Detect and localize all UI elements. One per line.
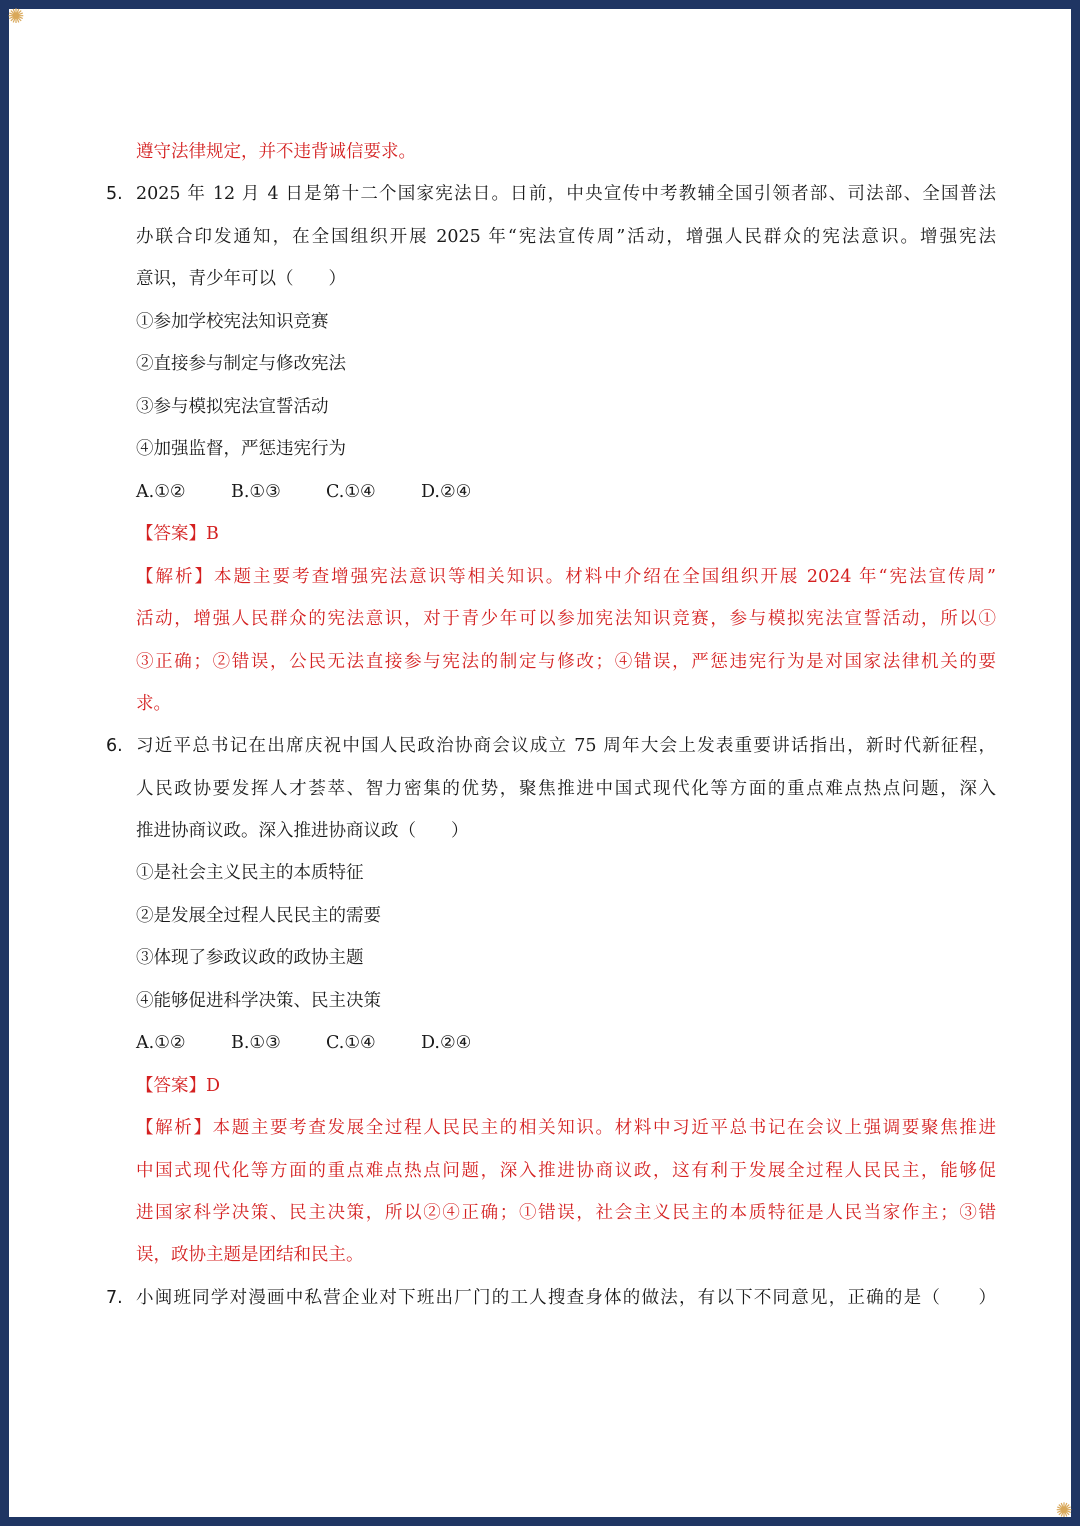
option-d: D.②④ [421,482,472,502]
option-d: D.②④ [421,1033,472,1053]
question-stem-line: 人民政协要发挥人才荟萃、智力密集的优势，聚焦推进中国式现代化等方面的重点难点热点问题，深入 [136,779,996,799]
option-b: B.①③ [231,1033,281,1053]
answer: 【答案】D [136,1076,221,1096]
statement: ①是社会主义民主的本质特征 [136,863,364,883]
analysis-line: 误，政协主题是团结和民主。 [136,1245,364,1265]
options [136,1031,996,1055]
option-a: A.①② [136,1033,186,1053]
question-stem-line: 办联合印发通知，在全国组织开展 2025 年“宪法宣传周”活动，增强人民群众的宪法意识。增强宪法 [136,227,996,247]
statement: ④能够促进科学决策、民主决策 [136,991,381,1011]
ornament-icon: ✺ [1055,1498,1073,1522]
prev-analysis-tail: 遵守法律规定，并不违背诚信要求。 [136,142,416,162]
option-b: B.①③ [231,482,281,502]
options [136,480,996,504]
option-c: C.①④ [326,482,376,502]
statement: ②是发展全过程人民民主的需要 [136,906,381,926]
answer: 【答案】B [136,524,219,544]
analysis-line: 活动，增强人民群众的宪法意识，对于青少年可以参加宪法知识竞赛，参与模拟宪法宣誓活动，所以① [136,609,996,629]
analysis-line: 中国式现代化等方面的重点难点热点问题，深入推进协商议政，这有利于发展全过程人民民主，能够促 [136,1161,996,1181]
question-stem-line: 2025 年 12 月 4 日是第十二个国家宪法日。日前，中央宣传中考教辅全国引领者部、司法部、全国普法 [136,184,996,204]
statement: ③体现了参政议政的政协主题 [136,948,364,968]
statement: ③参与模拟宪法宣誓活动 [136,397,329,417]
question-number: 6. [106,736,123,756]
statement: ②直接参与制定与修改宪法 [136,354,346,374]
question-number: 7. [106,1288,123,1308]
analysis-line: 求。 [136,694,171,714]
question-number: 5. [106,184,123,204]
option-a: A.①② [136,482,186,502]
question-stem-line: 意识，青少年可以（ ） [136,269,346,289]
option-c: C.①④ [326,1033,376,1053]
page [7,4,1073,1522]
statement: ①参加学校宪法知识竞赛 [136,312,329,332]
analysis-line: 【解析】本题主要考查发展全过程人民民主的相关知识。材料中习近平总书记在会议上强调要聚焦推进 [136,1118,996,1138]
question-stem-line: 推进协商议政。深入推进协商议政（ ） [136,821,469,841]
analysis-line: ③正确；②错误，公民无法直接参与宪法的制定与修改；④错误，严惩违宪行为是对国家法律机关的要 [136,652,996,672]
question-stem-line: 小闽班同学对漫画中私营企业对下班出厂门的工人搜查身体的做法，有以下不同意见，正确的是（ ） [136,1288,996,1308]
analysis-line: 进国家科学决策、民主决策，所以②④正确；①错误，社会主义民主的本质特征是人民当家作主；③错 [136,1203,996,1223]
question-stem-line: 习近平总书记在出席庆祝中国人民政治协商会议成立 75 周年大会上发表重要讲话指出，新时代新征程， [136,736,996,756]
ornament-icon: ✺ [7,4,25,28]
statement: ④加强监督，严惩违宪行为 [136,439,346,459]
analysis-line: 【解析】本题主要考查增强宪法意识等相关知识。材料中介绍在全国组织开展 2024 年“宪法宣传周” [136,567,996,587]
